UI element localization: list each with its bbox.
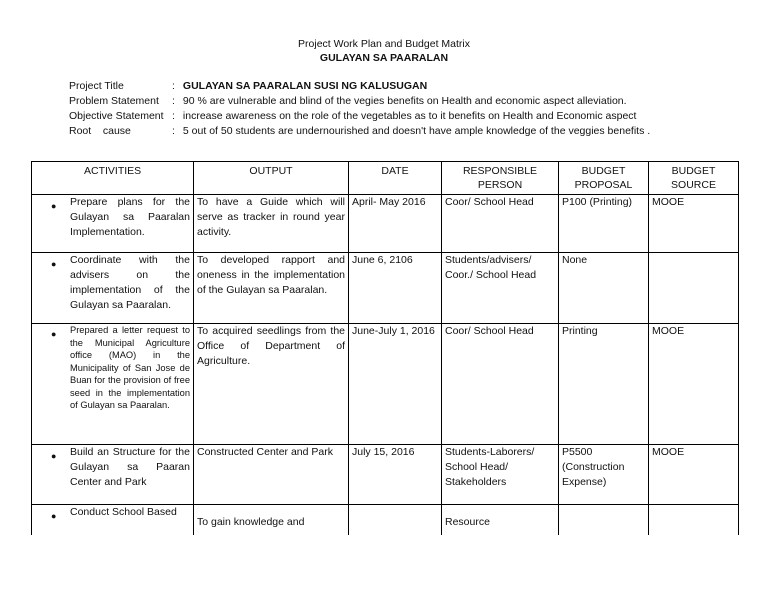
source-cell: MOOE (649, 195, 739, 253)
header-date: DATE (349, 162, 442, 195)
work-plan-table (31, 161, 739, 535)
responsible-cell: Coor/ School Head (442, 324, 559, 445)
root-cause-row: Root cause : 5 out of 50 students are undernourished and doesn't have ample knowledge of the veggies benefits . (69, 125, 651, 137)
table-row (32, 195, 739, 253)
header-activities: ACTIVITIES (32, 162, 194, 195)
source-cell (649, 505, 739, 535)
problem-statement-row: Problem Statement : 90 % are vulnerable and blind of the vegies benefits on Health and economic aspect alleviation. (69, 95, 627, 107)
bullet-icon: ● (51, 329, 57, 339)
source-cell (649, 253, 739, 324)
activity-cell: ● Conduct School Based (32, 505, 194, 535)
objective-statement-value: increase awareness on the role of the vegetables as to it benefits on Health and Economic aspect (182, 110, 637, 122)
root-cause-label: Root cause (69, 125, 131, 137)
output-cell: To developed rapport and oneness in the implementation of the Gulayan sa Paaralan. (194, 253, 349, 324)
output-cell: To acquired seedlings from the Office of Department of Agriculture. (194, 324, 349, 445)
activity-cell: ● Prepare plans for the Gulayan sa Paaralan Implementation. (32, 195, 194, 253)
document-title: Project Work Plan and Budget Matrix (298, 38, 470, 50)
header-output: OUTPUT (194, 162, 349, 195)
header-responsible: RESPONSIBLE PERSON (442, 162, 559, 195)
bullet-icon: ● (51, 259, 57, 269)
source-cell: MOOE (649, 324, 739, 445)
responsible-cell: Resource (442, 505, 559, 535)
responsible-cell: Students/advisers/ Coor./ School Head (442, 253, 559, 324)
project-title-value: GULAYAN SA PAARALAN SUSI NG KALUSUGAN (182, 80, 428, 92)
source-cell: MOOE (649, 445, 739, 505)
budget-cell: Printing (559, 324, 649, 445)
root-cause-value: 5 out of 50 students are undernourished and doesn't have ample knowledge of the veggies benefits . (182, 125, 651, 137)
project-title-row: Project Title : GULAYAN SA PAARALAN SUSI NG KALUSUGAN (69, 80, 428, 92)
bullet-icon: ● (51, 511, 57, 521)
project-title-label: Project Title (69, 80, 124, 92)
budget-cell: P100 (Printing) (559, 195, 649, 253)
objective-statement-label: Objective Statement (69, 110, 164, 122)
output-cell: To have a Guide which will serve as tracker in round year activity. (194, 195, 349, 253)
table-row (32, 505, 739, 535)
output-cell: Constructed Center and Park (194, 445, 349, 505)
activity-cell: ● Build an Structure for the Gulayan sa Paaran Center and Park (32, 445, 194, 505)
header-budget: BUDGET PROPOSAL (559, 162, 649, 195)
project-info (69, 79, 650, 139)
date-cell (349, 505, 442, 535)
problem-statement-value: 90 % are vulnerable and blind of the vegies benefits on Health and economic aspect alleviation. (182, 95, 627, 107)
objective-statement-row: Objective Statement : increase awareness on the role of the vegetables as to it benefits on Health and Economic aspect (69, 110, 637, 122)
responsible-cell: Coor/ School Head (442, 195, 559, 253)
date-cell: April- May 2016 (349, 195, 442, 253)
document-subtitle: GULAYAN SA PAARALAN (319, 52, 449, 64)
table-row (32, 445, 739, 505)
budget-cell (559, 505, 649, 535)
activity-cell: ● Coordinate with the advisers on the implementation of the Gulayan sa Paaralan. (32, 253, 194, 324)
header-source: BUDGET SOURCE (649, 162, 739, 195)
date-cell: June-July 1, 2016 (349, 324, 442, 445)
table-header-row (32, 162, 739, 195)
table-row (32, 324, 739, 445)
date-cell: June 6, 2106 (349, 253, 442, 324)
responsible-cell: Students-Laborers/ School Head/ Stakeholders (442, 445, 559, 505)
output-cell: To gain knowledge and (194, 505, 349, 535)
table-row (32, 253, 739, 324)
bullet-icon: ● (51, 201, 57, 211)
date-cell: July 15, 2016 (349, 445, 442, 505)
bullet-icon: ● (51, 451, 57, 461)
budget-cell: P5500 (Construction Expense) (559, 445, 649, 505)
problem-statement-label: Problem Statement (69, 95, 159, 107)
budget-cell: None (559, 253, 649, 324)
activity-cell: ● Prepared a letter request to the Municipal Agriculture office (MAO) in the Municipality of San Jose de Buan for the provision of free seed in the implementation of Gulayan sa Paaralan. (32, 324, 194, 445)
